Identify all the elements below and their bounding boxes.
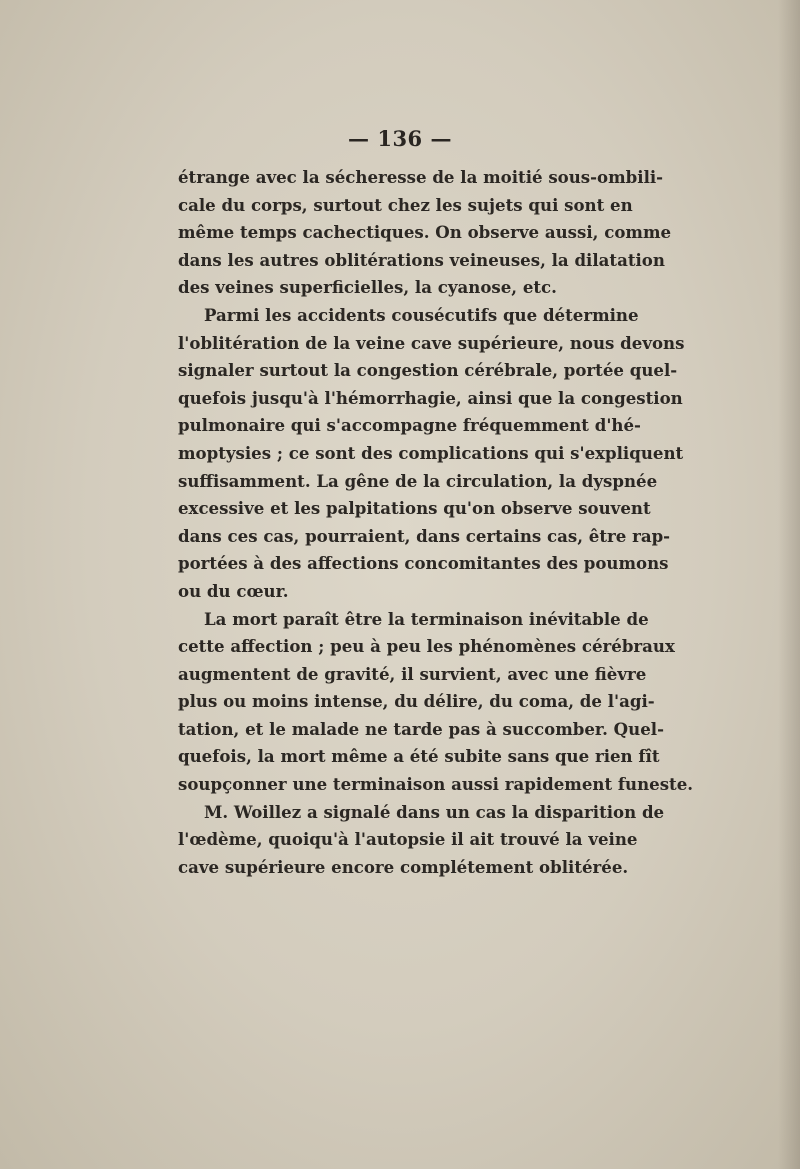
text-line: portées à des affections concomitantes des poumons [178,553,669,574]
text-line: cave supérieure encore complétement oblitérée. [178,856,629,877]
text-line: pulmonaire qui s'accompagne fréquemment d'hé- [178,415,641,436]
text-line: dans ces cas, pourraient, dans certains cas, être rap- [178,525,671,546]
text-line: quefois, la mort même a été subite sans que rien fît [178,746,660,767]
text-line: signaler surtout la congestion cérébrale, portée quel- [178,360,678,381]
page-edge-shadow [778,0,800,1169]
text-line: tation, et le malade ne tarde pas à succomber. Quel- [178,718,664,739]
text-line: l'oblitération de la veine cave supérieure, nous devons [178,332,685,353]
text-line: augmentent de gravité, il survient, avec une fièvre [178,663,647,684]
body-text [178,164,694,881]
text-line: excessive et les palpitations qu'on observe souvent [178,498,651,519]
text-line: moptysies ; ce sont des complications qui s'expliquent [178,442,684,463]
text-line: dans les autres oblitérations veineuses, la dilatation [178,249,665,270]
text-line: ou du cœur. [178,580,289,601]
text-line: plus ou moins intense, du délire, du coma, de l'agi- [178,691,655,712]
text-line: suffisamment. La gêne de la circulation, la dyspnée [178,470,658,491]
text-line: quefois jusqu'à l'hémorrhagie, ainsi que la congestion [178,387,683,408]
text-line: cale du corps, surtout chez les sujets qui sont en [178,194,633,215]
text-line: l'œdème, quoiqu'à l'autopsie il ait trouvé la veine [178,829,638,850]
page-number: — 136 — [348,126,452,151]
text-line: même temps cachectiques. On observe aussi, comme [178,222,672,243]
text-line: des veines superficielles, la cyanose, etc. [178,277,557,298]
text-line: Parmi les accidents cousécutifs que détermine [204,304,639,325]
text-line: soupçonner une terminaison aussi rapidement funeste. [178,774,694,795]
text-line: M. Woillez a signalé dans un cas la disparition de [204,801,665,822]
text-line: La mort paraît être la terminaison inévitable de [204,608,649,629]
text-line: cette affection ; peu à peu les phénomènes cérébraux [178,636,675,657]
text-line: étrange avec la sécheresse de la moitié sous-ombili- [178,167,664,187]
